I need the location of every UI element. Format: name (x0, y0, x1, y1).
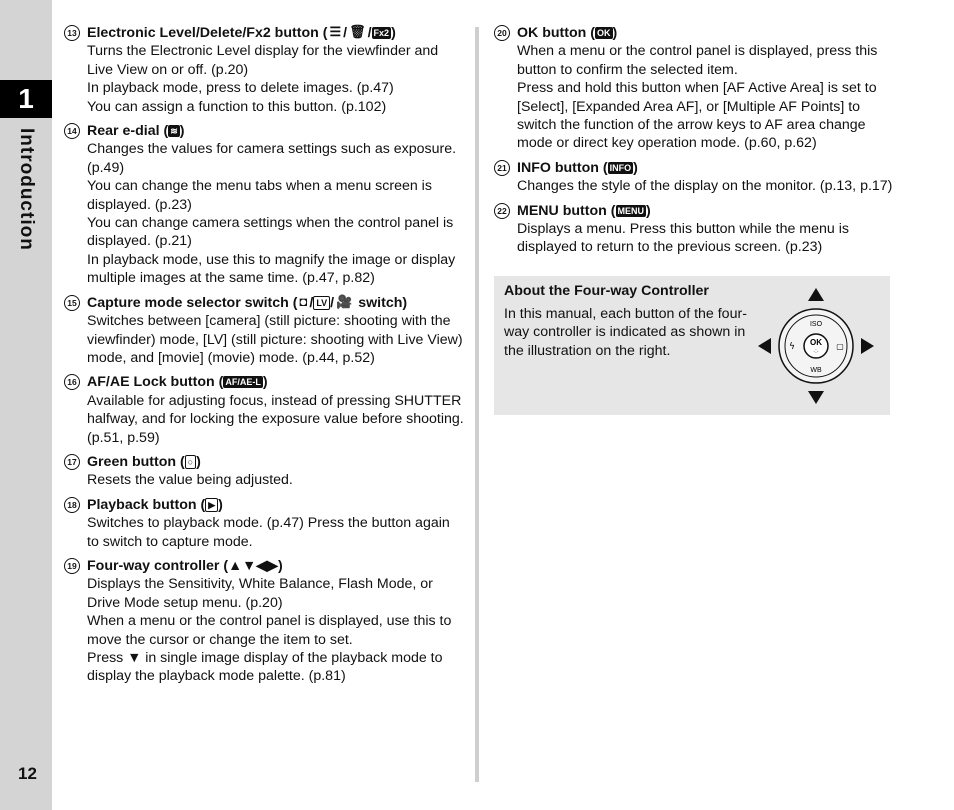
item-title: Rear e-dial ( ≋ ) (87, 123, 185, 140)
item-number: 20 (494, 25, 510, 41)
note-title: About the Four-way Controller (504, 283, 709, 299)
item-title: Capture mode selector switch ( ◘ / LV / 🎥 switch) (87, 293, 408, 311)
item-text: Switches to playback mode. (p.47) Press the button again to switch to capture mode. (87, 515, 450, 550)
item-title: Four-way controller (▲▼◀▶) (87, 557, 283, 574)
item-title: Electronic Level/Delete/Fx2 button ( ☰ / 🗑 / Fx2 ) (87, 24, 396, 41)
ok-label: OK (810, 338, 822, 347)
item-14 (64, 122, 464, 288)
item-text: When a menu or the control panel is displayed, press this button to confirm the selected item. (517, 43, 878, 78)
item-text: Switches between [camera] (still picture: shooting with the viewfinder) mode, [LV] (still picture: shooting with Live View) mode, and [movie] (movie) mode. (p.44, p.52) (87, 313, 463, 366)
arrow-down-icon (808, 391, 824, 404)
item-text: Displays a menu. Press this button while the menu is displayed to return to the previous screen. (p.23) (517, 221, 849, 256)
chapter-sidebar (0, 0, 52, 810)
item-number: 16 (64, 374, 80, 390)
item-18 (64, 496, 464, 551)
info-icon: INFO (609, 162, 632, 173)
item-title: AF/AE Lock button ( AF/AE-L ) (87, 374, 268, 391)
item-text: In playback mode, use this to magnify the image or display multiple images at the same time. (p.47, p.82) (87, 251, 456, 287)
playback-icon: ▶ (205, 498, 218, 512)
item-title: Playback button ( ▶ ) (87, 496, 223, 513)
item-20 (494, 24, 894, 153)
item-13 (64, 24, 464, 116)
item-text: Resets the value being adjusted. (87, 472, 293, 489)
iso-label: ISO (809, 321, 823, 328)
four-way-controller-illustration (756, 286, 876, 406)
chapter-title: Introduction (16, 128, 37, 251)
item-text: Available for adjusting focus, instead of pressing SHUTTER halfway, and for locking the exposure value before shooting. (p.51, p.59) (87, 392, 464, 446)
item-number: 13 (64, 25, 80, 41)
flash-icon: ϟ (789, 342, 795, 352)
menu-icon: MENU (617, 205, 644, 216)
item-text: Turns the Electronic Level display for the viewfinder and Live View on or off. (p.20) (87, 43, 439, 78)
item-text: Changes the values for camera settings such as exposure. (p.49) (87, 141, 457, 176)
ok-icon: OK (597, 28, 611, 38)
item-text: In playback mode, press to delete images. (p.47) (87, 80, 394, 97)
item-text: You can change camera settings when the control panel is displayed. (p.21) (87, 215, 454, 250)
note-text: In this manual, each button of the four-way controller is indicated as shown in the illustration on the right. (504, 306, 747, 359)
item-19 (64, 557, 464, 686)
right-column (494, 24, 894, 263)
left-column (64, 24, 464, 692)
item-number: 17 (64, 454, 80, 470)
trash-icon: 🗑 (349, 24, 366, 39)
page-number: 12 (18, 764, 37, 783)
item-title: MENU button ( MENU ) (517, 202, 651, 219)
green-button-icon: ○ (185, 455, 196, 469)
fx2-icon: Fx2 (373, 28, 390, 38)
item-title: INFO button ( INFO ) (517, 159, 638, 176)
item-16 (64, 373, 464, 447)
movie-icon: 🎥 (336, 293, 353, 309)
item-21 (494, 159, 894, 196)
arrow-left-icon (758, 338, 771, 354)
item-text: Press ▼ in single image display of the playback mode to display the playback mode palette. (p.81) (87, 650, 443, 685)
item-title: Green button ( ○ ) (87, 453, 201, 470)
drive-icon: ▢ (836, 342, 844, 351)
item-number: 15 (64, 295, 80, 311)
svg-text:·:·: ·:· (813, 349, 819, 355)
lv-icon: LV (313, 296, 330, 310)
item-text: Displays the Sensitivity, White Balance, Flash Mode, or Drive Mode setup menu. (p.20) (87, 576, 433, 611)
level-icon: ☰ (329, 24, 342, 39)
wb-label: WB (810, 367, 822, 374)
afae-lock-icon: AF/AE-L (225, 377, 261, 388)
camera-icon: ◘ (299, 293, 308, 309)
item-number: 21 (494, 160, 510, 176)
item-22 (494, 202, 894, 257)
item-text: You can change the menu tabs when a menu screen is displayed. (p.23) (87, 178, 432, 213)
item-text: When a menu or the control panel is displayed, use this to move the cursor or change the item to set. (87, 613, 452, 648)
item-15 (64, 294, 464, 368)
arrow-up-icon (808, 288, 824, 301)
item-number: 14 (64, 123, 80, 139)
dial-icon: ≋ (170, 126, 178, 137)
column-divider (475, 27, 479, 782)
arrow-right-icon (861, 338, 874, 354)
item-title: OK button ( OK ) (517, 25, 618, 41)
note-box (494, 276, 890, 415)
item-text: You can assign a function to this button. (p.102) (87, 98, 387, 115)
chapter-number: 1 (0, 80, 52, 118)
item-17 (64, 453, 464, 490)
item-number: 18 (64, 497, 80, 513)
item-text: Press and hold this button when [AF Active Area] is set to [Select], [Expanded Area AF], or [Multiple AF Points] to switch the function of the arrow keys to AF area change mode or direct key operation mode. (p.60, p.62) (517, 80, 877, 152)
item-text: Changes the style of the display on the monitor. (p.13, p.17) (517, 178, 893, 195)
item-number: 19 (64, 558, 80, 574)
item-number: 22 (494, 203, 510, 219)
